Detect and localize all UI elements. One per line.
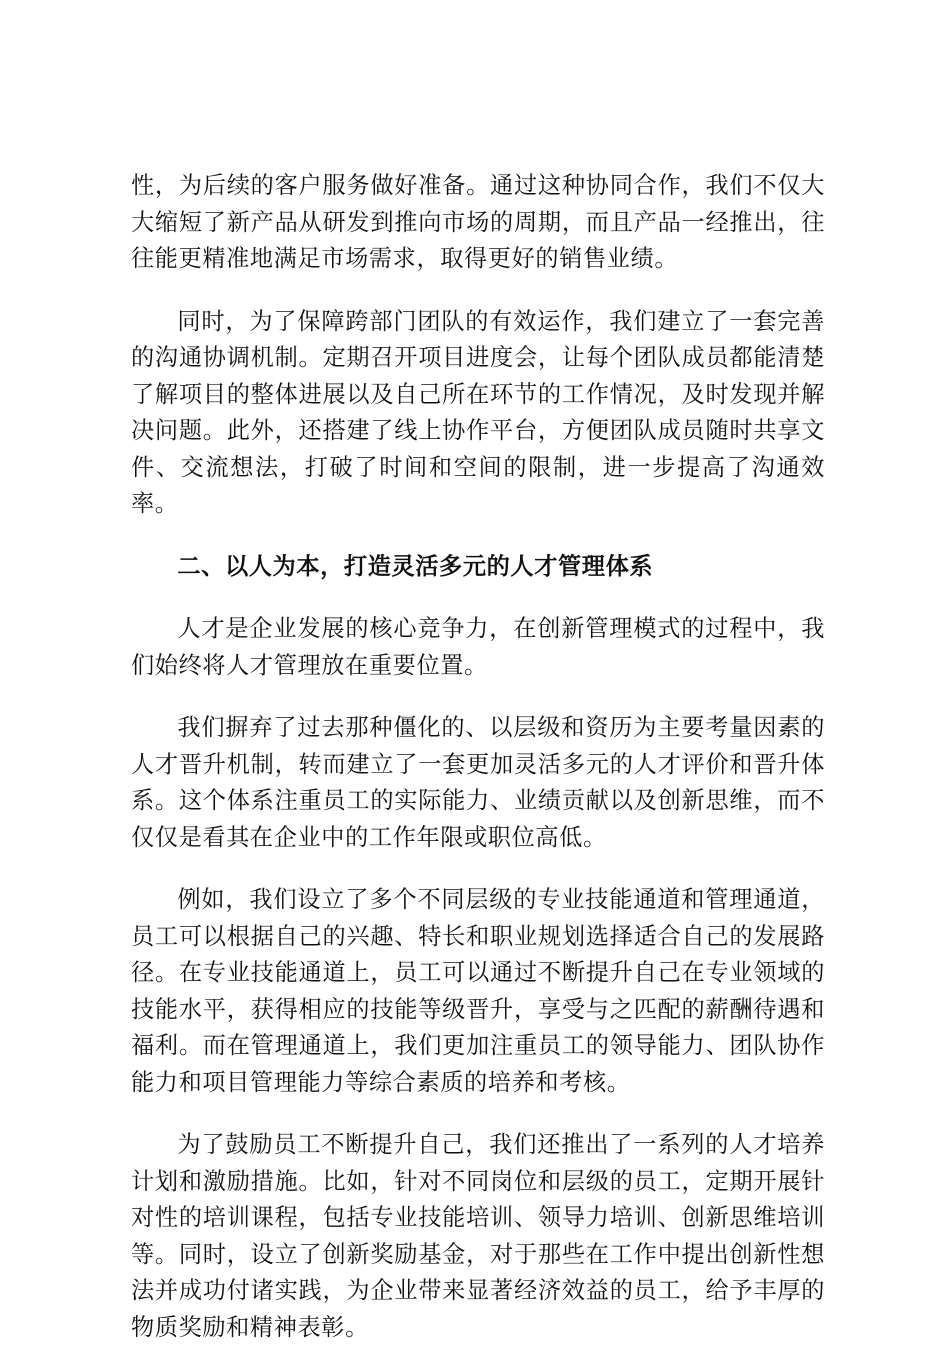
paragraph-6: 为了鼓励员工不断提升自己，我们还推出了一系列的人才培养计划和激励措施。比如，针对不同岗位和层级的员工，定期开展针对性的培训课程，包括专业技能培训、领导力培训、创新思维培训等。同时，设立了创新奖励基金，对于那些在工作中提出创新性想法并成功付诸实践，为企业带来显著经济效益的员工，给予丰厚的物质奖励和精神表彰。 <box>131 1131 825 1341</box>
paragraph-4: 我们摒弃了过去那种僵化的、以层级和资历为主要考量因素的人才晋升机制，转而建立了一套更加灵活多元的人才评价和晋升体系。这个体系注重员工的实际能力、业绩贡献以及创新思维，而不仅仅是看其在企业中的工作年限或职位高低。 <box>131 714 825 851</box>
paragraph-2: 同时，为了保障跨部门团队的有效运作，我们建立了一套完善的沟通协调机制。定期召开项目进度会，让每个团队成员都能清楚了解项目的整体进展以及自己所在环节的工作情况，及时发现并解决问题。此外，还搭建了线上协作平台，方便团队成员随时共享文件、交流想法，打破了时间和空间的限制，进一步提高了沟通效率。 <box>131 307 825 517</box>
section-heading: 二、以人为本，打造灵活多元的人才管理体系 <box>177 552 654 580</box>
document-body <box>131 168 825 1372</box>
paragraph-5: 例如，我们设立了多个不同层级的专业技能通道和管理通道，员工可以根据自己的兴趣、特长和职业规划选择适合自己的发展路径。在专业技能通道上，员工可以通过不断提升自己在专业领域的技能水平，获得相应的技能等级晋升，享受与之匹配的薪酬待遇和福利。而在管理通道上，我们更加注重员工的领导能力、团队协作能力和项目管理能力等综合素质的培养和考核。 <box>131 886 825 1096</box>
paragraph-3: 人才是企业发展的核心竞争力，在创新管理模式的过程中，我们始终将人才管理放在重要位置。 <box>131 615 825 679</box>
paragraph-1: 性，为后续的客户服务做好准备。通过这种协同合作，我们不仅大大缩短了新产品从研发到推向市场的周期，而且产品一经推出，往往能更精准地满足市场需求，取得更好的销售业绩。 <box>131 172 825 272</box>
